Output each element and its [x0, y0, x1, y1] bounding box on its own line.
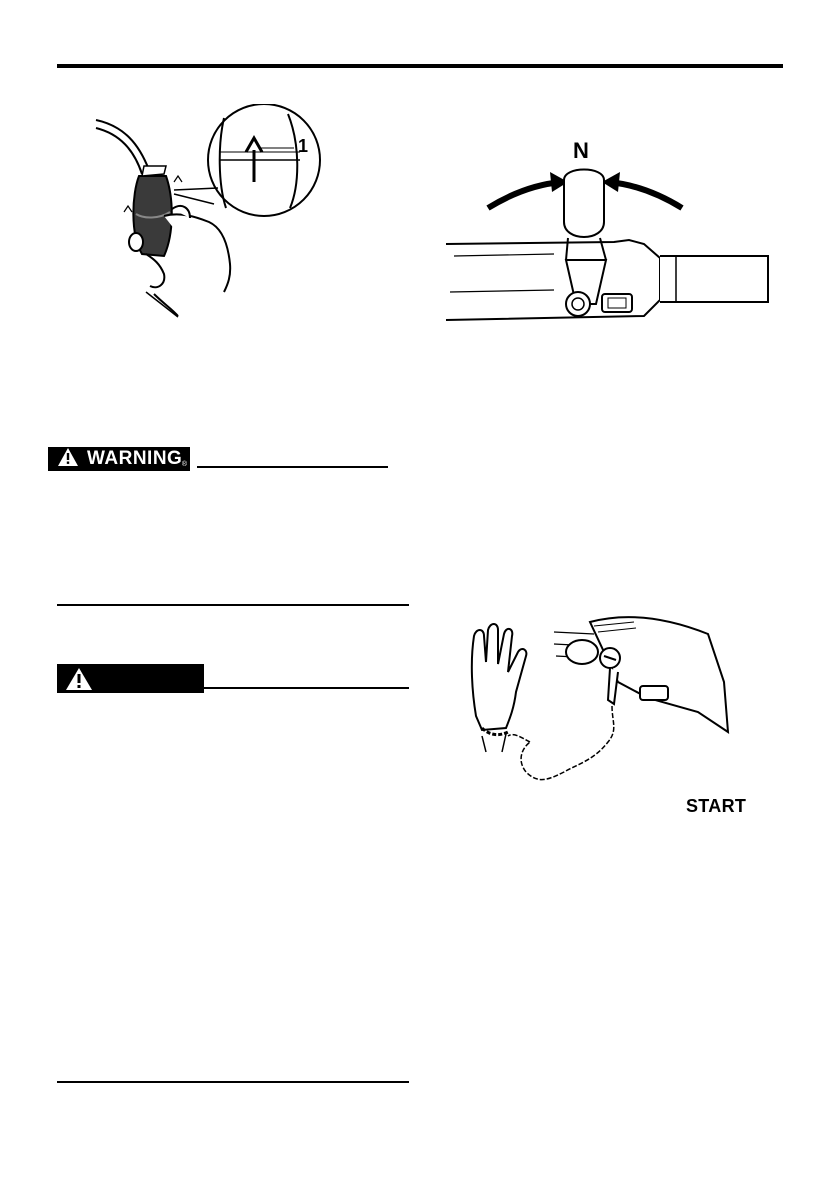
stop-lanyard-figure — [468, 612, 740, 798]
warning-triangle-icon — [65, 667, 93, 696]
warning-end-rule — [57, 604, 409, 606]
shift-lever-figure — [444, 160, 772, 342]
registered-mark: ® — [181, 461, 187, 468]
caution-end-rule — [57, 1081, 409, 1083]
callout-number: 1 — [298, 136, 309, 156]
header-rule — [57, 64, 783, 68]
warning-triangle-icon — [57, 447, 79, 472]
warning-rule — [197, 466, 388, 468]
warning-badge — [48, 447, 190, 471]
warning-label: WARNING — [87, 448, 183, 469]
start-position-label: START — [686, 796, 747, 816]
neutral-label: N — [573, 138, 589, 163]
caution-rule — [204, 687, 409, 689]
caution-badge — [57, 664, 204, 693]
